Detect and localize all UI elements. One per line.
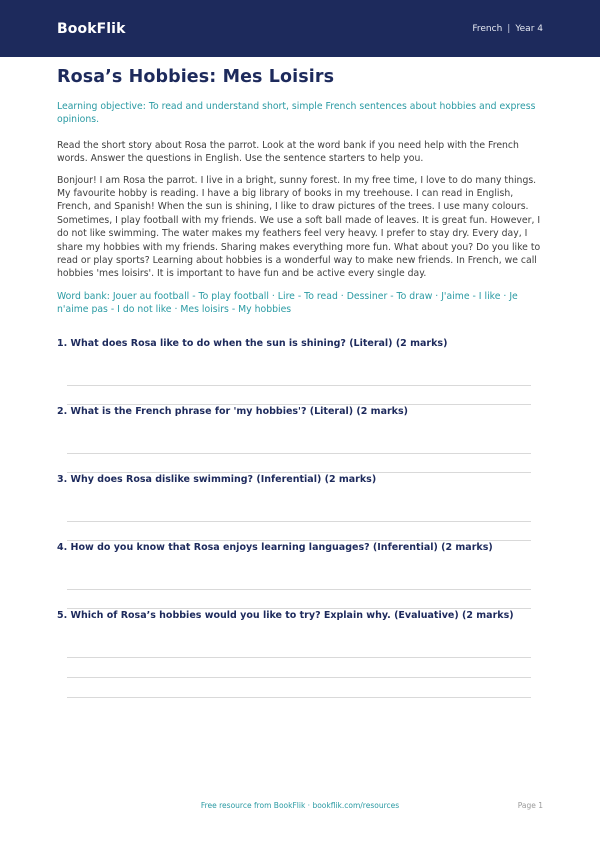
answer-line[interactable] xyxy=(67,657,531,658)
answer-line[interactable] xyxy=(67,453,531,454)
answer-line[interactable] xyxy=(67,521,531,522)
meta-separator: | xyxy=(507,23,511,34)
answer-line[interactable] xyxy=(67,677,531,678)
footer-resource-link[interactable]: Free resource from BookFlik · bookflik.com/resources xyxy=(200,801,400,810)
learning-objective: Learning objective: To read and understand short, simple French sentences about hobbies and express opinions. xyxy=(57,101,536,126)
answer-line[interactable] xyxy=(67,385,531,386)
instructions-text: Read the short story about Rosa the parrot. Look at the word bank if you need help with the French words. Answer the questions in English. Use the sentence starters to help you. xyxy=(57,139,519,165)
brand-logo-text[interactable]: BookFlik xyxy=(57,20,126,37)
page-title: Rosa’s Hobbies: Mes Loisirs xyxy=(57,67,335,87)
answer-line[interactable] xyxy=(67,589,531,590)
question-3: 3. Why does Rosa dislike swimming? (Inferential) (2 marks) xyxy=(57,474,377,485)
header-meta xyxy=(472,24,543,34)
answer-line[interactable] xyxy=(67,697,531,698)
page-footer xyxy=(0,801,600,815)
question-1: 1. What does Rosa like to do when the sun is shining? (Literal) (2 marks) xyxy=(57,338,448,349)
question-5: 5. Which of Rosa’s hobbies would you like to try? Explain why. (Evaluative) (2 marks) xyxy=(57,610,514,621)
question-4: 4. How do you know that Rosa enjoys learning languages? (Inferential) (2 marks) xyxy=(57,542,493,553)
year-label: Year 4 xyxy=(515,23,543,34)
story-text: Bonjour! I am Rosa the parrot. I live in a bright, sunny forest. In my free time, I love to do many things. My favourite hobby is reading. I have a big library of books in my treehouse. I can read in English, French, and Spanish! When the sun is shining, I like to draw pictures of the trees. I use many colours. Sometimes, I play football with my friends. We use a soft ball made of leaves. It is great fun. However, I do not like swimming. The water makes my feathers feel very heavy. I prefer to stay dry. Every day, I share my hobbies with my friends. Sharing makes everything more fun. What about you? Do you like to read or play sports? Learning about hobbies is a wonderful way to make new friends. In French, we call hobbies 'mes loisirs'. It is important to have fun and be active every single day. xyxy=(57,174,541,280)
question-2: 2. What is the French phrase for 'my hobbies'? (Literal) (2 marks) xyxy=(57,406,408,417)
subject-label: French xyxy=(472,23,503,34)
word-bank: Word bank: Jouer au football - To play football · Lire - To read · Dessiner - To draw · J'aime - I like · Je n'aime pas - I do not like · Mes loisirs - My hobbies xyxy=(57,290,518,316)
page-number: Page 1 xyxy=(517,801,543,810)
page-header xyxy=(0,0,600,57)
worksheet-content xyxy=(57,66,544,317)
